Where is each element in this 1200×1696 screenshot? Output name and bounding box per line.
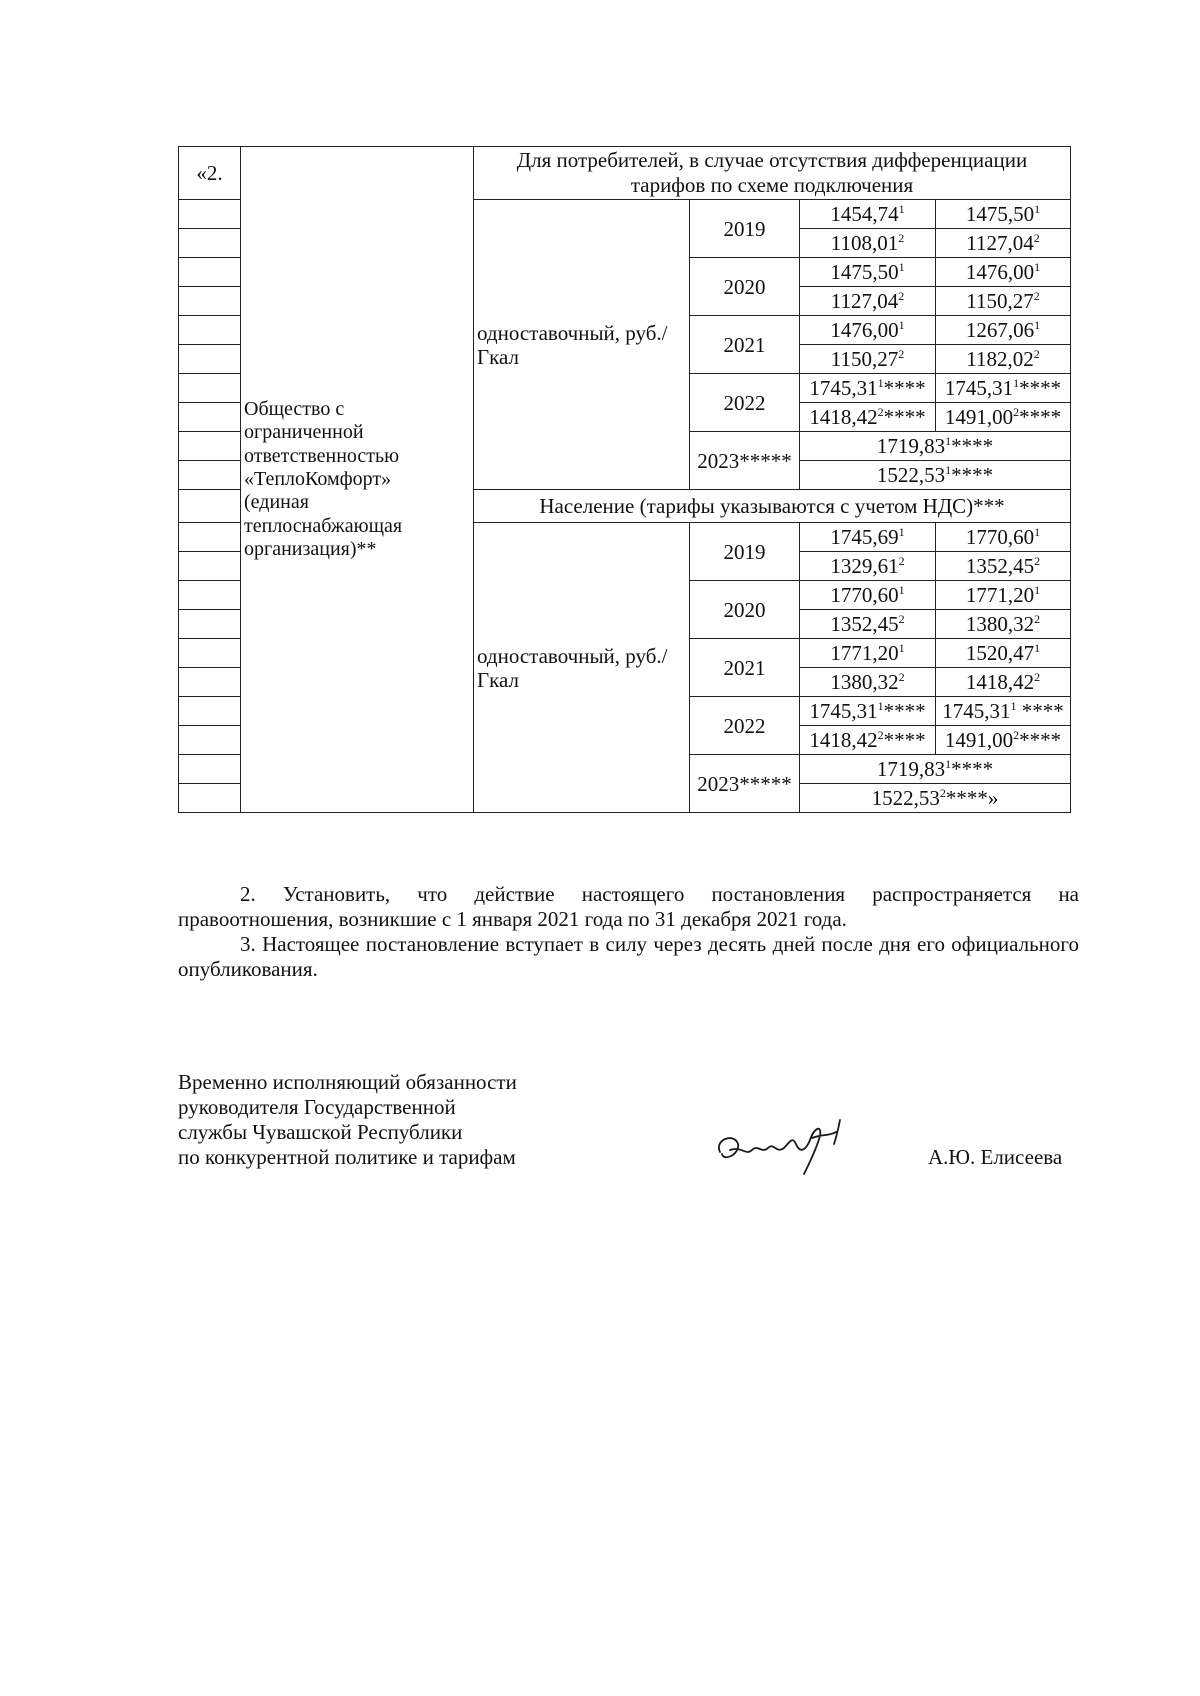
tariff-value-first-half: 1127,04$^2$	[800, 287, 936, 316]
row-number-blank	[179, 523, 241, 552]
tariff-value-second-half: 1418,42$^2$	[936, 668, 1071, 697]
row-number-blank	[179, 432, 241, 461]
row-number-blank	[179, 755, 241, 784]
row-number-blank	[179, 229, 241, 258]
tariff-value-first-half: 1418,42$^2$****	[800, 403, 936, 432]
row-number-blank	[179, 403, 241, 432]
tariff-value-second-half: 1745,31$^1$ ****	[936, 697, 1071, 726]
organization-name	[241, 147, 474, 813]
row-number-blank	[179, 610, 241, 639]
tariff-value-first-half: 1770,60$^1$	[800, 581, 936, 610]
signatory-title-line: руководителя Государственной	[178, 1095, 456, 1119]
paragraph-2: 2. Установить, что действие настоящего постановления распространяется на правоотношения, возникшие с 1 января 2021 года по 31 декабря 2021 года.	[178, 882, 1079, 931]
tariff-table	[178, 146, 1071, 813]
tariff-type: одноставочный, руб./Гкал	[474, 200, 690, 490]
organization-name-line: «ТеплоКомфорт»	[244, 467, 392, 490]
organization-name-line: Общество с	[244, 397, 345, 420]
tariff-value-2023: 1719,83$^1$****	[800, 432, 1071, 461]
year-cell-2023: 2023*****	[690, 755, 800, 813]
handwritten-signature	[712, 1110, 862, 1180]
year-cell: 2019	[690, 523, 800, 581]
year-cell: 2022	[690, 697, 800, 755]
tariff-value-second-half: 1475,50$^1$	[936, 200, 1071, 229]
organization-name-line: ответственностью	[244, 444, 400, 467]
organization-name-line: ограниченной	[244, 421, 364, 444]
row-number-blank	[179, 552, 241, 581]
year-cell: 2021	[690, 639, 800, 697]
row-number-blank	[179, 581, 241, 610]
row-number-blank	[179, 200, 241, 229]
year-cell-2023: 2023*****	[690, 432, 800, 490]
tariff-value-second-half: 1520,47$^1$	[936, 639, 1071, 668]
row-number-blank	[179, 668, 241, 697]
signatory-title-line: Временно исполняющий обязанности	[178, 1070, 517, 1094]
row-number: «2.	[179, 147, 241, 200]
tariff-value-second-half: 1127,04$^2$	[936, 229, 1071, 258]
tariff-value-first-half: 1352,45$^2$	[800, 610, 936, 639]
tariff-value-first-half: 1380,32$^2$	[800, 668, 936, 697]
signatory-title-line: по конкурентной политике и тарифам	[178, 1145, 516, 1169]
tariff-value-first-half: 1454,74$^1$	[800, 200, 936, 229]
tariff-value-first-half: 1476,00$^1$	[800, 316, 936, 345]
year-cell: 2019	[690, 200, 800, 258]
resolution-paragraphs	[178, 882, 1079, 982]
section-header-row	[179, 147, 1071, 200]
row-number-blank	[179, 697, 241, 726]
tariff-value-second-half: 1745,31$^1$****	[936, 374, 1071, 403]
tariff-value-first-half: 1108,01$^2$	[800, 229, 936, 258]
row-number-blank	[179, 374, 241, 403]
tariff-value-second-half: 1150,27$^2$	[936, 287, 1071, 316]
row-number-blank	[179, 287, 241, 316]
section-header: Для потребителей, в случае отсутствия дифференциации тарифов по схеме подключения	[474, 147, 1071, 200]
tariff-value-2023: 1719,83$^1$****	[800, 755, 1071, 784]
tariff-value-first-half: 1418,42$^2$****	[800, 726, 936, 755]
tariff-value-second-half: 1476,00$^1$	[936, 258, 1071, 287]
tariff-value-first-half: 1329,61$^2$	[800, 552, 936, 581]
year-cell: 2020	[690, 581, 800, 639]
tariff-value-first-half: 1745,31$^1$****	[800, 374, 936, 403]
row-number-blank	[179, 726, 241, 755]
row-number-blank	[179, 784, 241, 813]
organization-name-line: организация)**	[244, 538, 377, 561]
year-cell: 2021	[690, 316, 800, 374]
tariff-type: одноставочный, руб./Гкал	[474, 523, 690, 813]
paragraph-3: 3. Настоящее постановление вступает в силу через десять дней после дня его официального опубликования.	[178, 932, 1079, 981]
row-number-blank	[179, 316, 241, 345]
row-number-blank	[179, 258, 241, 287]
tariff-value-2023: 1522,53$^1$****	[800, 461, 1071, 490]
signatory-name: А.Ю. Елисеева	[928, 1145, 1063, 1169]
signatory-title	[178, 1070, 517, 1170]
tariff-value-first-half: 1745,31$^1$****	[800, 697, 936, 726]
signatory-title-line: службы Чувашской Республики	[178, 1120, 463, 1144]
tariff-value-second-half: 1267,06$^1$	[936, 316, 1071, 345]
row-number-blank	[179, 639, 241, 668]
tariff-value-first-half: 1771,20$^1$	[800, 639, 936, 668]
tariff-value-first-half: 1745,69$^1$	[800, 523, 936, 552]
tariff-value-first-half: 1150,27$^2$	[800, 345, 936, 374]
tariff-value-2023: 1522,53$^2$****»	[800, 784, 1071, 813]
year-cell: 2020	[690, 258, 800, 316]
tariff-value-second-half: 1352,45$^2$	[936, 552, 1071, 581]
row-number-blank	[179, 490, 241, 523]
organization-name-line: (единая	[244, 491, 309, 514]
tariff-value-second-half: 1182,02$^2$	[936, 345, 1071, 374]
tariff-value-second-half: 1491,00$^2$****	[936, 726, 1071, 755]
tariff-value-second-half: 1771,20$^1$	[936, 581, 1071, 610]
tariff-value-second-half: 1770,60$^1$	[936, 523, 1071, 552]
tariff-value-second-half: 1380,32$^2$	[936, 610, 1071, 639]
section-header: Население (тарифы указываются с учетом НДС)***	[474, 490, 1071, 523]
organization-name-line: теплоснабжающая	[244, 514, 403, 537]
tariff-value-first-half: 1475,50$^1$	[800, 258, 936, 287]
year-cell: 2022	[690, 374, 800, 432]
row-number-blank	[179, 461, 241, 490]
row-number-blank	[179, 345, 241, 374]
tariff-value-second-half: 1491,00$^2$****	[936, 403, 1071, 432]
